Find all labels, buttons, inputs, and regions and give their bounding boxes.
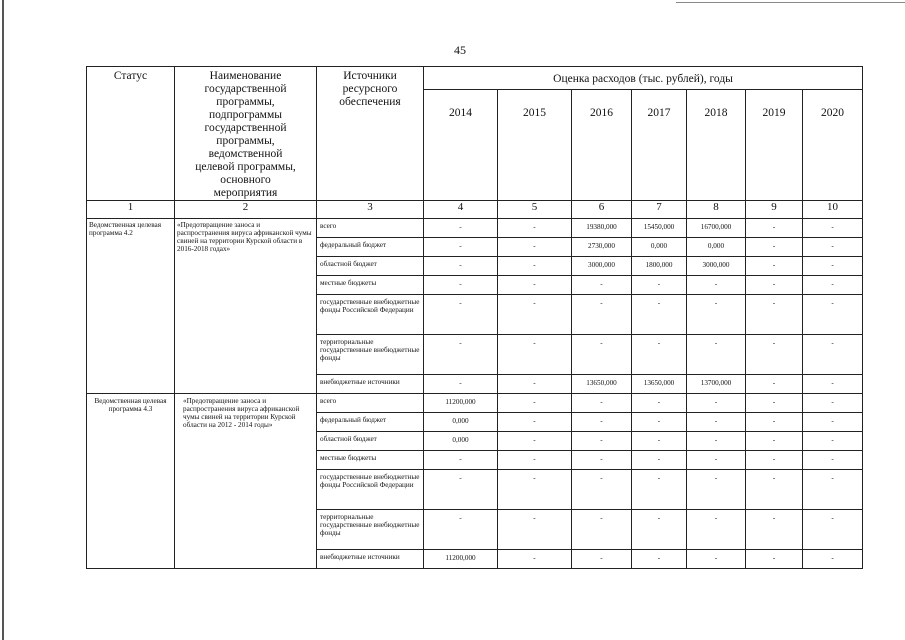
expense-value: - [746,335,803,375]
expense-value: - [746,550,803,569]
expense-value: 0,000 [424,413,498,432]
expense-value: - [498,335,572,375]
expense-value: - [424,470,498,510]
expense-value: - [803,432,863,451]
header-year: 2017 [632,89,687,200]
expense-value: - [746,451,803,470]
expense-value: - [632,295,687,335]
expense-value: - [632,451,687,470]
column-number: 7 [632,201,687,219]
expense-value: - [746,375,803,394]
header-year: 2015 [498,89,572,200]
expense-value: - [687,510,746,550]
expense-value: 16700,000 [687,219,746,238]
expense-value: - [803,413,863,432]
expense-value: - [424,335,498,375]
expense-value: - [498,413,572,432]
budget-table [86,66,863,569]
column-number: 9 [746,201,803,219]
expense-value: - [803,394,863,413]
expense-value: 13650,000 [572,375,632,394]
column-number: 5 [498,201,572,219]
expense-value: - [687,451,746,470]
expense-value: 13700,000 [687,375,746,394]
expense-value: - [498,219,572,238]
funding-source: территориальные государственные внебюджетные фонды [317,510,424,550]
funding-source: всего [317,219,424,238]
header-program-name: Наименование государственной программы, подпрограммы государственной программы, ведомственной целевой программы, основного мероприятия [175,67,317,201]
program-name: «Предотвращение заноса и распространения вируса африканской чумы свиней на территории Курской области в 2016-2018 годах» [175,219,317,394]
expense-value: - [687,413,746,432]
expense-value: - [572,432,632,451]
expense-value: - [424,219,498,238]
expense-value: - [803,257,863,276]
expense-value: - [572,550,632,569]
expense-value: 11200,000 [424,394,498,413]
expense-value: - [498,451,572,470]
expense-value: - [687,550,746,569]
expense-value: - [803,470,863,510]
funding-source: государственные внебюджетные фонды Российской Федерации [317,470,424,510]
expense-value: 3000,000 [687,257,746,276]
expense-value: - [803,238,863,257]
expense-value: 0,000 [632,238,687,257]
funding-source: всего [317,394,424,413]
page-left-edge [2,0,4,640]
expense-value: - [632,394,687,413]
program-status: Ведомственная целевая программа 4.2 [87,219,175,394]
expense-value: - [498,470,572,510]
expense-value: - [498,394,572,413]
expense-value: - [424,375,498,394]
expense-value: 15450,000 [632,219,687,238]
column-number: 1 [87,201,175,219]
expense-value: - [803,335,863,375]
expense-value: - [746,238,803,257]
expense-value: - [687,295,746,335]
expense-value: - [572,470,632,510]
expense-value: - [746,432,803,451]
expense-value: - [687,394,746,413]
expense-value: - [498,510,572,550]
expense-value: - [572,295,632,335]
expense-value: - [746,219,803,238]
expense-value: - [687,470,746,510]
expense-value: - [572,335,632,375]
expense-value: - [746,394,803,413]
expense-value: - [424,276,498,295]
expense-value: - [746,413,803,432]
expense-value: - [424,238,498,257]
expense-value: - [803,276,863,295]
expense-value: 0,000 [687,238,746,257]
column-number: 4 [424,201,498,219]
funding-source: внебюджетные источники [317,550,424,569]
funding-source: государственные внебюджетные фонды Российской Федерации [317,295,424,335]
expense-value: - [632,550,687,569]
header-expenses: Оценка расходов (тыс. рублей), годы [424,67,863,90]
expense-value: 1800,000 [632,257,687,276]
expense-value: - [803,550,863,569]
expense-value: - [687,335,746,375]
header-year: 2019 [746,89,803,200]
expense-value: - [803,510,863,550]
expense-value: - [498,295,572,335]
expense-value: - [572,451,632,470]
header-status: Статус [87,67,175,201]
funding-source: федеральный бюджет [317,413,424,432]
column-number: 2 [175,201,317,219]
expense-value: - [746,276,803,295]
expense-value: - [572,510,632,550]
expense-value: - [498,276,572,295]
column-number: 8 [687,201,746,219]
header-year: 2014 [424,89,498,200]
expense-value: - [424,451,498,470]
page-number: 45 [454,43,466,57]
expense-value: - [632,510,687,550]
header-year: 2020 [803,89,863,200]
expense-value: - [632,470,687,510]
expense-value: 13650,000 [632,375,687,394]
funding-source: внебюджетные источники [317,375,424,394]
expense-value: - [632,276,687,295]
funding-source: местные бюджеты [317,276,424,295]
expense-value: - [424,257,498,276]
expense-value: - [632,432,687,451]
header-year: 2016 [572,89,632,200]
expense-value: - [803,219,863,238]
expense-value: - [498,550,572,569]
funding-source: федеральный бюджет [317,238,424,257]
expense-value: - [498,257,572,276]
expense-value: - [498,238,572,257]
expense-value: - [498,375,572,394]
expense-value: - [572,394,632,413]
page-top-rule [676,2,905,3]
expense-value: - [424,510,498,550]
funding-source: территориальные государственные внебюджетные фонды [317,335,424,375]
header-sources: Источники ресурсного обеспечения [317,67,424,201]
expense-value: - [572,276,632,295]
expense-value: 0,000 [424,432,498,451]
expense-value: - [687,276,746,295]
expense-value: - [632,335,687,375]
expense-value: - [687,432,746,451]
expense-value: 19380,000 [572,219,632,238]
table-row [87,219,863,238]
funding-source: областной бюджет [317,432,424,451]
expense-value: - [572,413,632,432]
program-name: «Предотвращение заноса и распространения вируса африканской чумы свиней на территории Курской области на 2012 - 2014 годы» [175,394,317,569]
expense-value: - [803,295,863,335]
header-year: 2018 [687,89,746,200]
table-row [87,394,863,413]
program-status: Ведомственная целевая программа 4.3 [87,394,175,569]
column-number: 6 [572,201,632,219]
expense-value: - [498,432,572,451]
expense-value: - [803,451,863,470]
expense-value: - [632,413,687,432]
expense-value: 11200,000 [424,550,498,569]
expense-value: - [803,375,863,394]
expense-value: 3000,000 [572,257,632,276]
expense-value: - [746,295,803,335]
funding-source: местные бюджеты [317,451,424,470]
expense-value: 2730,000 [572,238,632,257]
funding-source: областной бюджет [317,257,424,276]
column-number: 3 [317,201,424,219]
expense-value: - [746,510,803,550]
expense-value: - [746,257,803,276]
expense-value: - [746,470,803,510]
column-number: 10 [803,201,863,219]
expense-value: - [424,295,498,335]
